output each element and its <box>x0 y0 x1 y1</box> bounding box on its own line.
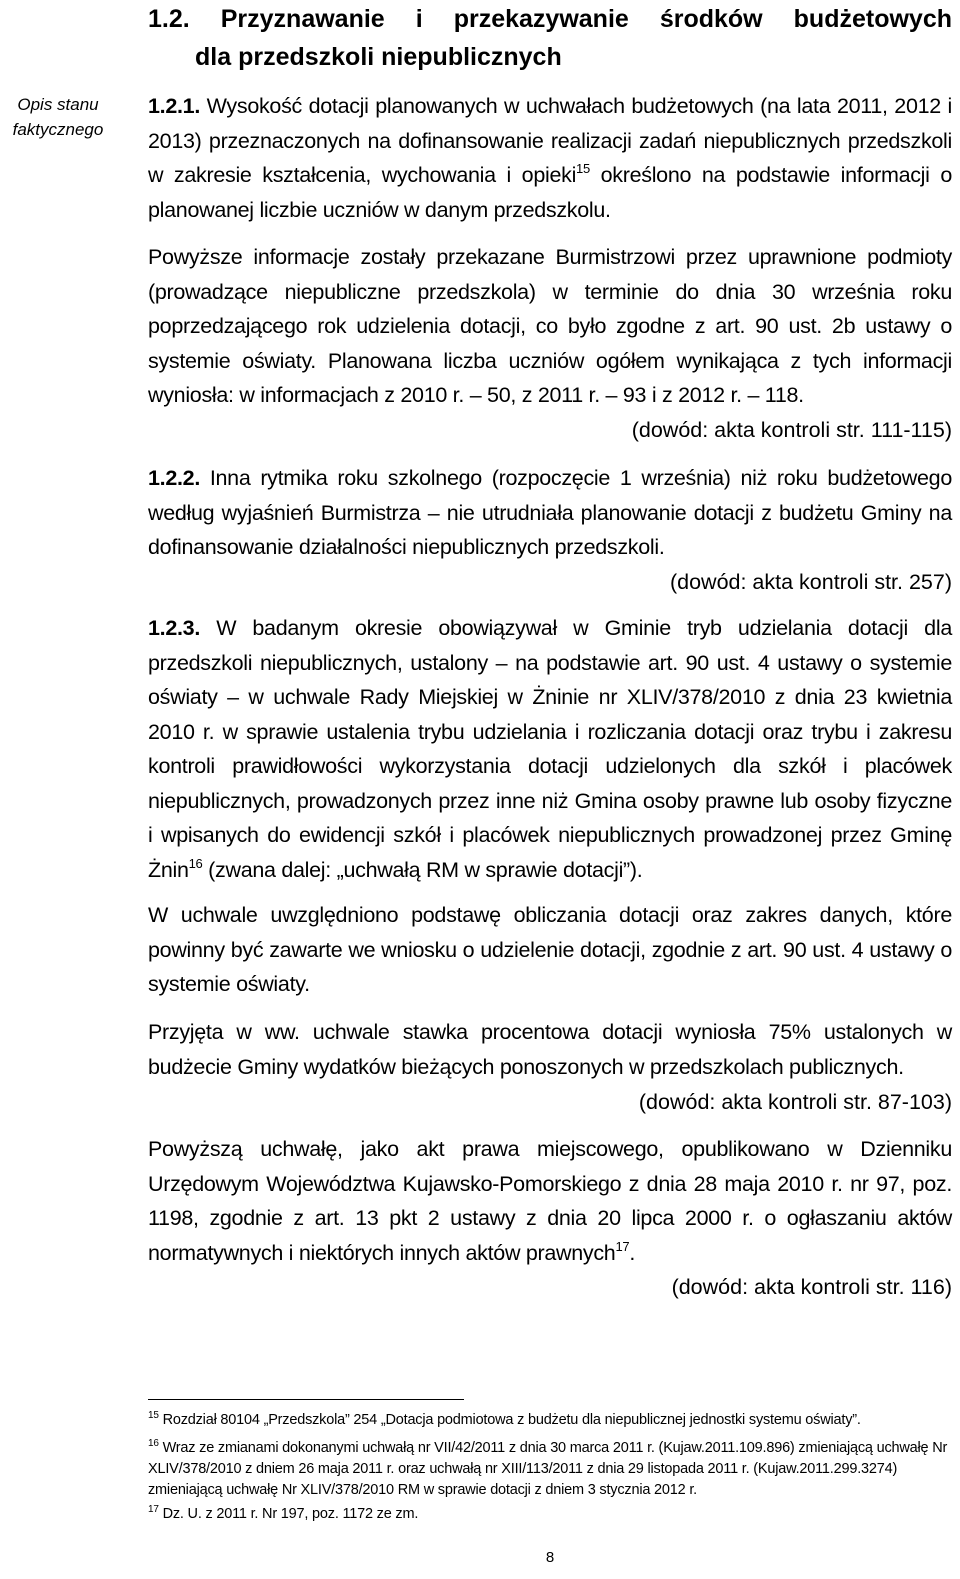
footnote-15 <box>148 1410 954 1431</box>
heading-word: przekazywanie <box>453 5 629 33</box>
paragraph-number: 1.2.2. <box>148 466 200 490</box>
paragraph-text: (zwana dalej: „uchwałą RM w sprawie dotacji”). <box>202 857 643 882</box>
footnote-number: 15 <box>148 1410 159 1421</box>
heading-word: Przyznawanie <box>220 5 385 33</box>
paragraph-text: określono na podstawie informacji o planowanej liczbie uczniów w danym przedszkolu. <box>148 163 952 222</box>
heading-word: 1.2. <box>148 5 190 33</box>
paragraph-6: Przyjęta w ww. uchwale stawka procentowa dotacji wyniosła 75% ustalonych w budżecie Gminy wydatków bieżących ponoszonych w przedszkolach publicznych. <box>148 1020 952 1079</box>
footnote-ref[interactable]: 15 <box>576 161 590 176</box>
heading-word: środków <box>659 5 763 33</box>
footnote-number: 17 <box>148 1504 159 1515</box>
page-number: 8 <box>545 1549 555 1566</box>
footnote-ref[interactable]: 17 <box>615 1238 630 1254</box>
footnote-text: Dz. U. z 2011 r. Nr 197, poz. 1172 ze zm. <box>162 1506 419 1522</box>
paragraph-text: Wysokość dotacji planowanych w uchwałach budżetowych (na lata 2011, 2012 i 2013) przeznaczonych na dofinansowanie realizacji zadań niepublicznych przedszkoli w zakresie kształcenia, wychowania i opieki <box>148 94 952 187</box>
heading-word: i <box>415 5 423 33</box>
paragraph-text: Inna rytmika roku szkolnego (rozpoczęcie 1 września) niż roku budżetowego według wyjaśnień Burmistrza – nie utrudniała planowanie dotacji z budżetu Gminy na dofinansowanie działalności niepublicznych przedszkoli. <box>148 466 952 559</box>
evidence-note: (dowód: akta kontroli str. 87-103) <box>638 1090 952 1114</box>
evidence-note: (dowód: akta kontroli str. 257) <box>669 570 952 594</box>
footnote-ref[interactable]: 16 <box>188 855 203 871</box>
paragraph-1-2-3 <box>148 611 952 887</box>
footnote-text: Rozdział 80104 „Przedszkola” 254 „Dotacja podmiotowa z budżetu dla niepublicznej jednostki systemu oświaty”. <box>162 1412 861 1428</box>
heading-word: budżetowych <box>793 5 952 33</box>
footnote-17 <box>148 1504 954 1525</box>
section-heading-line2: dla przedszkoli niepublicznych <box>195 43 562 71</box>
footnote-separator <box>148 1399 464 1400</box>
margin-note: Opis stanu faktycznego <box>12 95 104 139</box>
paragraph-2: Powyższe informacje zostały przekazane Burmistrzowi przez uprawnione podmioty (prowadzące niepubliczne przedszkola) w terminie do dnia 30 września roku poprzedzającego rok udzielenia dotacji, co było zgodne z art. 90 ust. 2b ustawy o systemie oświaty. Planowana liczba uczniów ogółem wynikająca z tych informacji wyniosła: w informacjach z 2010 r. – 50, z 2011 r. – 93 i z 2012 r. – 118. <box>148 245 952 407</box>
footnote-text: Wraz ze zmianami dokonanymi uchwałą nr VII/42/2011 z dnia 30 marca 2011 r. (Kujaw.2011.109.896) zmieniającą uchwałę Nr XLIV/378/2010 z dniem 26 maja 2011 r. oraz uchwałą nr XIII/113/2011 z dnia 29 listopada 2011 r. (Kujaw.2011.299.3274) zmieniającą uchwałę Nr XLIV/378/2010 RM w sprawie dotacji z dniem 3 stycznia 2012 r. <box>148 1440 948 1498</box>
paragraph-1-2-1 <box>148 89 952 227</box>
paragraph-text: . <box>629 1240 636 1265</box>
evidence-note: (dowód: akta kontroli str. 111-115) <box>631 418 952 442</box>
paragraph-7 <box>148 1132 952 1270</box>
paragraph-5: W uchwale uwzględniono podstawę obliczania dotacji oraz zakres danych, które powinny być zawarte we wniosku o udzielenie dotacji, zgodnie z art. 90 ust. 4 ustawy o systemie oświaty. <box>148 903 952 996</box>
section-heading <box>148 0 952 76</box>
paragraph-text: Powyższą uchwałę, jako akt prawa miejscowego, opublikowano w Dzienniku Urzędowym Województwa Kujawsko-Pomorskiego z dnia 28 maja 2010 r. nr 97, poz. 1198, zgodnie z art. 13 pkt 2 ustawy z dnia 20 lipca 2000 r. o ogłaszaniu aktów normatywnych i niektórych innych aktów prawnych <box>148 1137 952 1265</box>
evidence-note: (dowód: akta kontroli str. 116) <box>671 1275 952 1299</box>
paragraph-1-2-2 <box>148 461 952 565</box>
paragraph-number: 1.2.3. <box>148 616 200 640</box>
paragraph-text: W badanym okresie obowiązywał w Gminie tryb udzielania dotacji dla przedszkoli niepublicznych, ustalony – na podstawie art. 90 ust. 4 ustawy o systemie oświaty – w uchwale Rady Miejskiej w Żninie nr XLIV/378/2010 z dnia 23 kwietnia 2010 r. w sprawie ustalenia trybu udzielania i rozliczania dotacji oraz trybu i zakresu kontroli prawidłowości wykorzystania dotacji udzielonych dla szkół i placówek niepublicznych, prowadzonych przez inne niż Gmina osoby prawne lub osoby fizyczne i wpisanych do ewidencji szkół i placówek niepublicznych prowadzonej przez Gminę Żnin <box>148 616 952 882</box>
footnote-number: 16 <box>148 1438 159 1449</box>
section-heading-line1 <box>148 0 952 38</box>
footnote-16 <box>148 1438 954 1501</box>
paragraph-number: 1.2.1. <box>148 94 200 118</box>
